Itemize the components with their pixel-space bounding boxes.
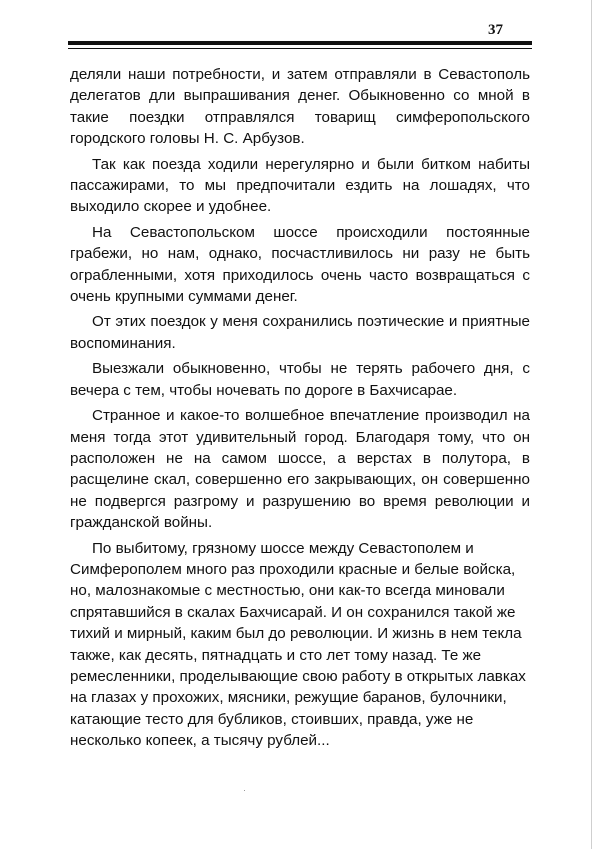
page-number: 37 (488, 22, 503, 38)
paragraph-7: По выбитому, грязному шоссе между Севастополем и Симферополем много раз проходили красные и белые войска, но, малознакомые с местностью, они как-то всегда миновали спрятавшийся в скалах Бахчисарай. И он сохранился такой же тихий и мирный, каким был до революции. И жизнь в нем текла также, как десять, пятнадцать и сто лет тому назад. Те же ремесленники, проделывающие свою работу в открытых лавках на глазах у прохожих, мясники, режущие баранов, булочники, катающие тесто для бубликов, стоивших, правда, уже не несколько копеек, а тысячу рублей... (70, 539, 526, 750)
header-rule-thick (68, 41, 532, 45)
paragraph-5: Выезжали обыкновенно, чтобы не терять рабочего дня, с вечера с тем, чтобы ночевать по дороге в Бахчисарае. (70, 360, 530, 399)
paragraph-1: деляли наши потребности, и затем отправляли в Севастополь делегатов дли выпрашивания денег. Обыкновенно со мной в такие поездки отправлялся товарищ симферопольского городского головы Н. С. Арбузов. (70, 66, 530, 148)
paragraph-3: На Севастопольском шоссе происходили постоянные грабежи, но нам, однако, посчастливилось ни разу не быть ограбленными, хотя приходилось очень часто возвращаться с очень крупными суммами денег. (70, 223, 530, 306)
scan-edge-line (591, 0, 592, 849)
body-text (70, 64, 530, 756)
header-rule-thin (68, 48, 532, 49)
paragraph-2: Так как поезда ходили нерегулярно и были битком набиты пассажирами, то мы предпочитали ездить на лошадях, что выходило скорее и удобнее. (70, 155, 530, 216)
paragraph-6: Странное и какое-то волшебное впечатление производил на меня тогда этот удивительный город. Благодаря тому, что он расположен не на самом шоссе, а верстах в полутора, в расщелине скал, совершенно его закрывающих, он совершенно не подвергся разгрому и разрушению во время революции и гражданской войны. (70, 407, 530, 532)
scan-speck (244, 790, 245, 791)
paragraph-4: От этих поездок у меня сохранились поэтические и приятные воспоминания. (70, 313, 530, 352)
